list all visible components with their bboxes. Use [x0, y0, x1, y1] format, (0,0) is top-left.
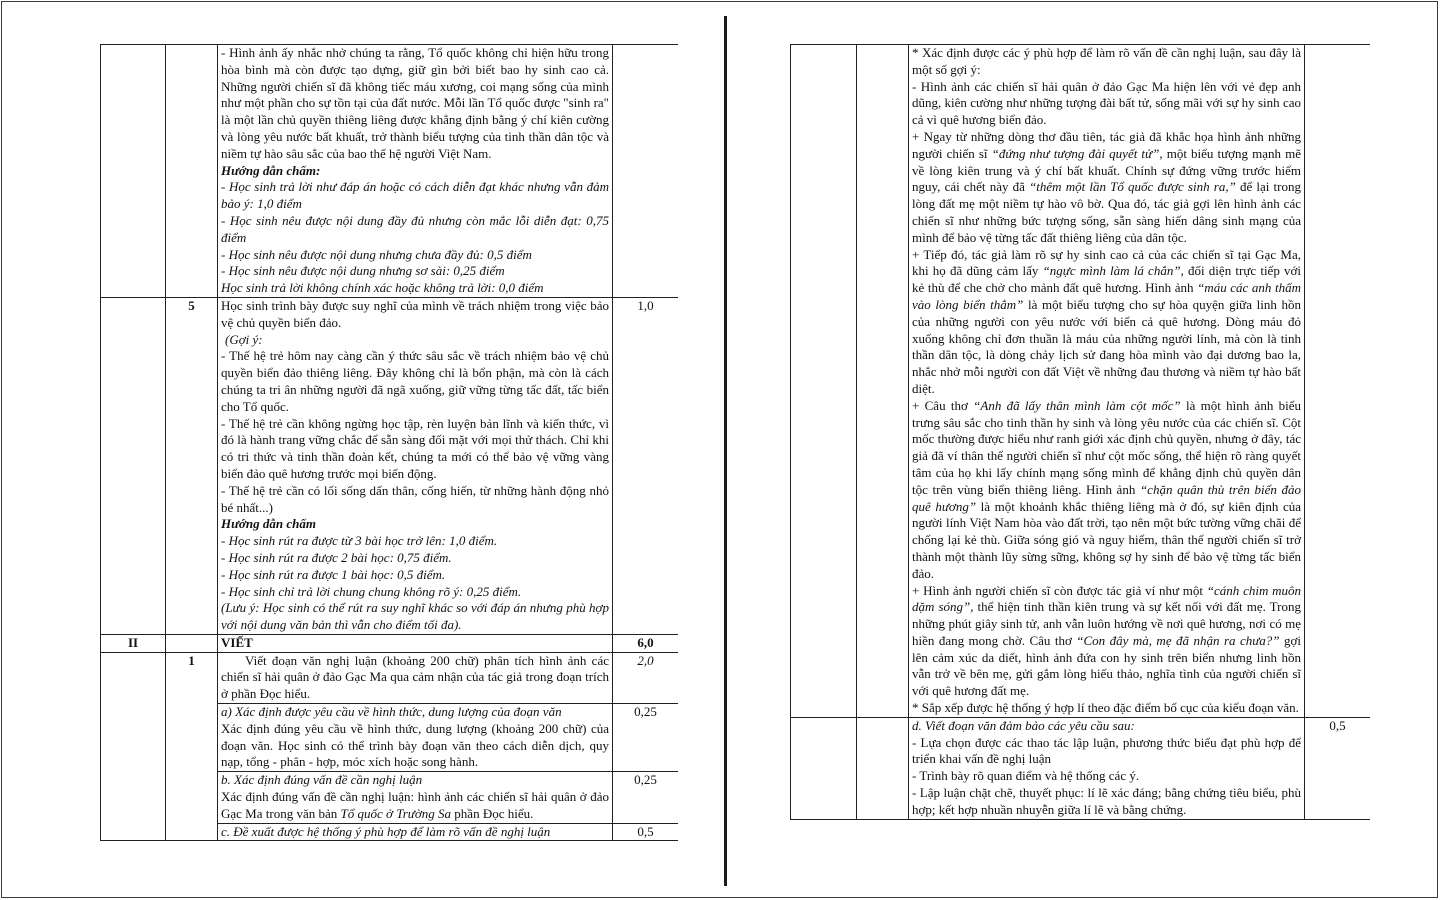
criterion-item: - Lập luận chặt chẽ, thuyết phục: lí lẽ xác đáng; bằng chứng tiêu biểu, phù hợp; kết hợp nhuần nhuyễn giữa lí lẽ và bằng chứng.	[912, 785, 1301, 817]
score-cell: 2,0	[613, 652, 679, 703]
criterion-item: - Lựa chọn được các thao tác lập luận, phương thức biểu đạt phù hợp để triển khai vấn đề nghị luận	[912, 734, 1301, 767]
grading-note: (Lưu ý: Học sinh có thể rút ra suy nghĩ khác so với đáp án nhưng phù hợp với nội dung văn bản thì vẫn cho điểm tối đa).	[221, 600, 609, 633]
answer-cell	[218, 45, 613, 298]
table-row	[101, 297, 679, 634]
grading-line: - Học sinh rút ra được 2 bài học: 0,75 điểm.	[221, 549, 452, 565]
answer-cell	[218, 297, 613, 634]
right-page	[790, 44, 1370, 874]
answer-point: - Thế hệ trẻ cần có lối sống dấn thân, cống hiến, từ những hành động nhỏ bé nhất...)	[221, 482, 609, 515]
left-page	[100, 44, 678, 864]
quote: “ngực mình làm lá chắn”	[1042, 263, 1181, 279]
criterion-text: Xác định đúng vấn đề cần nghị luận: hình ảnh các chiến sĩ hải quân ở đảo Gạc Ma trong văn bản Tổ quốc ở Trường Sa phần Đọc hiểu.	[221, 789, 609, 821]
criterion-intro: * Xác định được các ý phù hợp để làm rõ vấn đề cần nghị luận, sau đây là một số gợi ý:	[912, 45, 1301, 77]
answer-point: + Ngay từ những dòng thơ đầu tiên, tác giả đã khắc họa hình ảnh những người chiến sĩ “đứng như tượng đài quyết tử”, một biểu tượng mạnh mẽ về lòng kiên trung và ý chí bất khuất. Chính sự đứng vững trước hiểm nguy, cái chết này đã “thêm một lần Tổ quốc được sinh ra,” để lại trong lòng đất mẹ một niềm tự hào vô bờ. Qua đó, tác giả gợi lên hình ảnh các chiến sĩ như những bức tượng sống, sẵn sàng hiến dâng sinh mạng của mình để bảo vệ từng tấc đất thiêng liêng của dân tộc.	[912, 128, 1302, 245]
score-cell: 1,0	[613, 297, 679, 634]
table-row	[101, 45, 679, 298]
hint-label: (Gợi ý:	[225, 331, 263, 347]
criterion-title: b. Xác định đúng vấn đề cần nghị luận	[221, 772, 423, 788]
score-cell: 0,5	[613, 823, 679, 841]
grading-line: - Học sinh nêu được nội dung nhưng chưa đầy đủ: 0,5 điểm	[221, 246, 532, 262]
answer-point: - Thế hệ trẻ cần không ngừng học tập, rèn luyện bản lĩnh và kiến thức, vì đó là hành trang vững chắc để sẵn sàng đối mặt với mọi thử thách. Chỉ khi có tri thức và tinh thần đoàn kết, chúng ta mới có thể bảo vệ vững vàng biển đảo quê hương trước mọi biến động.	[221, 415, 609, 481]
table-row	[791, 717, 1371, 819]
section-roman: II	[101, 634, 166, 652]
answer-point: + Câu thơ “Anh đã lấy thân mình làm cột mốc” là một hình ảnh biểu trưng sâu sắc cho tinh thần hy sinh và lòng yêu nước của các chiến sĩ. Cột mốc thường được hiểu như ranh giới xác định chủ quyền, nhưng ở đây, tác giả đã ví thân thể người chiến sĩ như cột mốc sống, thể hiện rõ ràng quyết tâm của họ khi lấy chính mạng sống mình để khẳng định chủ quyền dân tộc trên vùng biển thiêng liêng. Hình ảnh “chặn quân thù trên biển đảo quê hương” là một khoảnh khắc thiêng liêng mà ở đó, sự kiên định của người lính Việt Nam hòa vào đất trời, tạo nên một bức tường vững chãi để chống lại kẻ thù. Giữa sóng gió và nguy hiểm, thân thể người chiến sĩ trở thành một thành lũy sừng sững, không sợ hy sinh để bảo vệ từng tấc biển đảo.	[912, 397, 1301, 581]
quote: “Anh đã lấy thân mình làm cột mốc”	[973, 397, 1181, 413]
answer-point: - Thế hệ trẻ hôm nay càng cần ý thức sâu sắc về trách nhiệm bảo vệ chủ quyền biển đảo thiêng liêng. Đây không chỉ là bổn phận, mà còn là cách chúng ta tri ân những người đã ngã xuống, giữ vững từng tấc đất, tấc biển cho Tổ quốc.	[221, 348, 609, 414]
grading-guide-title: Hướng dẫn chấm	[221, 516, 316, 532]
table-row	[791, 45, 1371, 718]
answer-paragraph: - Hình ảnh ấy nhắc nhở chúng ta rằng, Tổ quốc không chỉ hiện hữu trong hòa bình mà còn được tạo dựng, giữ gìn bởi biết bao hy sinh cao cả. Những người chiến sĩ đã không tiếc máu xương, coi mạng sống của mình như một phần cho sự tồn tại của đất nước. Mỗi lần Tổ quốc được "sinh ra" là một lần chủ quyền thiêng liêng được khẳng định bằng ý chí kiên cường và lòng yêu nước bất khuất, trở thành biểu tượng của tinh thần dân tộc và niềm tự hào sâu sắc của bao thế hệ người Việt Nam.	[221, 45, 609, 161]
grading-line: - Học sinh trả lời như đáp án hoặc có cách diễn đạt khác nhưng vẫn đảm bảo ý: 1,0 điểm	[221, 179, 609, 212]
criterion-cell	[909, 717, 1305, 819]
question-number: 5	[166, 297, 218, 634]
criterion-text: Xác định đúng yêu cầu về hình thức, dung lượng (khoảng 200 chữ) của đoạn văn. Học sinh có thể trình bày đoạn văn theo cách diễn dịch, quy nạp, tổng - phân - hợp, móc xích hoặc song hành.	[221, 720, 609, 770]
answer-intro: Học sinh trình bày được suy nghĩ của mình về trách nhiệm trong việc bảo vệ chủ quyền biển đảo.	[221, 297, 609, 330]
work-title: Tổ quốc ở Trường Sa	[340, 805, 452, 821]
section-score: 6,0	[613, 634, 679, 652]
criterion-title: d. Viết đoạn văn đảm bảo các yêu cầu sau:	[912, 717, 1135, 733]
left-answer-table	[100, 44, 678, 841]
grading-line: - Học sinh rút ra được từ 3 bài học trở lên: 1,0 điểm.	[221, 533, 498, 549]
score-cell: 0,25	[613, 704, 679, 772]
grading-line: - Học sinh nêu được nội dung đầy đủ nhưng còn mắc lỗi diễn đạt: 0,75 điểm	[221, 212, 609, 245]
criterion-cell	[218, 704, 613, 772]
score-cell: 0,5	[1305, 717, 1371, 819]
quote: “cánh chim muôn dặm sóng”	[912, 582, 1301, 615]
section-row	[101, 634, 679, 652]
answer-point: + Hình ảnh người chiến sĩ còn được tác giả ví như một “cánh chim muôn dặm sóng”, thể hiện tinh thần kiên trung và sự kết nối với đất mẹ. Trong những phút giây sinh tử, anh vẫn luôn hướng về nơi quê hương, nơi có mẹ hiền đang mong chờ. Câu thơ “Con đây mà, mẹ đã nhận ra chưa?” gợi lên cảm xúc da diết, hình ảnh đứa con hy sinh trên biển nhưng linh hồn vẫn trở về bên mẹ, gửi gắm lòng hiếu thảo, nghĩa tình của người chiến sĩ với quê hương đất mẹ.	[912, 582, 1301, 699]
question-number: 1	[166, 652, 218, 841]
grading-guide-title: Hướng dẫn chấm:	[221, 162, 321, 178]
quote: “đứng như tượng đài quyết tử”	[991, 145, 1160, 161]
quote: “thêm một lần Tổ quốc được sinh ra,”	[1029, 179, 1236, 195]
answer-point: - Hình ảnh các chiến sĩ hải quân ở đảo Gạc Ma hiện lên với vẻ đẹp anh dũng, kiên cường như những tượng đài bất tử, sống mãi với sự hy sinh cao cả vì quê hương biển đảo.	[912, 78, 1301, 128]
criterion-cell	[218, 772, 613, 823]
grading-line: - Học sinh rút ra được 1 bài học: 0,5 điểm.	[221, 566, 446, 582]
criterion-item: - Trình bày rõ quan điểm và hệ thống các ý.	[912, 768, 1140, 784]
score-cell: 0,25	[613, 772, 679, 823]
criterion-title: c. Đề xuất được hệ thống ý phù hợp để làm rõ vấn đề nghị luận	[218, 823, 613, 841]
question-prompt: Viết đoạn văn nghị luận (khoảng 200 chữ) phân tích hình ảnh các chiến sĩ hải quân ở đảo Gạc Ma qua cảm nhận của tác giả trong đoạn trích ở phần Đọc hiểu.	[218, 652, 613, 703]
quote: “Con đây mà, mẹ đã nhận ra chưa?”	[1076, 632, 1280, 648]
answer-point: + Tiếp đó, tác giả làm rõ sự hy sinh cao cả của các chiến sĩ tại Gạc Ma, khi họ đã dũng cảm lấy “ngực mình làm lá chắn”, đối diện trực tiếp với kẻ thù để che chở cho mảnh đất quê hương. Hình ảnh “máu các anh thấm vào lòng biển thẳm” là một biểu tượng cho sự hòa quyện giữa linh hồn của những người con yêu nước với biển cả quê hương. Dòng máu đỏ xuống không chỉ đơn thuần là máu của những người lính, mà còn là tinh thần dân tộc, là dòng chảy lịch sử đang hòa mình vào đại dương bao la, nhắc nhở mỗi người con đất Việt về những đau thương và niềm tự hào bất diệt.	[912, 246, 1302, 396]
right-answer-table	[790, 44, 1370, 820]
grading-line: - Học sinh nêu được nội dung nhưng sơ sài: 0,25 điểm	[221, 263, 505, 279]
answer-point: * Sắp xếp được hệ thống ý hợp lí theo đặc điểm bố cục của kiểu đoạn văn.	[912, 700, 1299, 716]
grading-line: - Học sinh chỉ trả lời chung chung không rõ ý: 0,25 điểm.	[221, 583, 522, 599]
grading-line: Học sinh trả lời không chính xác hoặc không trả lời: 0,0 điểm	[221, 280, 544, 296]
page-divider	[724, 16, 727, 886]
section-title: VIẾT	[218, 634, 613, 652]
table-row	[101, 652, 679, 703]
criterion-title: a) Xác định được yêu cầu về hình thức, dung lượng của đoạn văn	[221, 704, 562, 720]
answer-cell	[909, 45, 1305, 718]
quote: “máu các anh thấm vào lòng biển thẳm”	[912, 280, 1301, 312]
quote: “chặn quân thù trên biển đảo quê hương”	[912, 481, 1301, 514]
